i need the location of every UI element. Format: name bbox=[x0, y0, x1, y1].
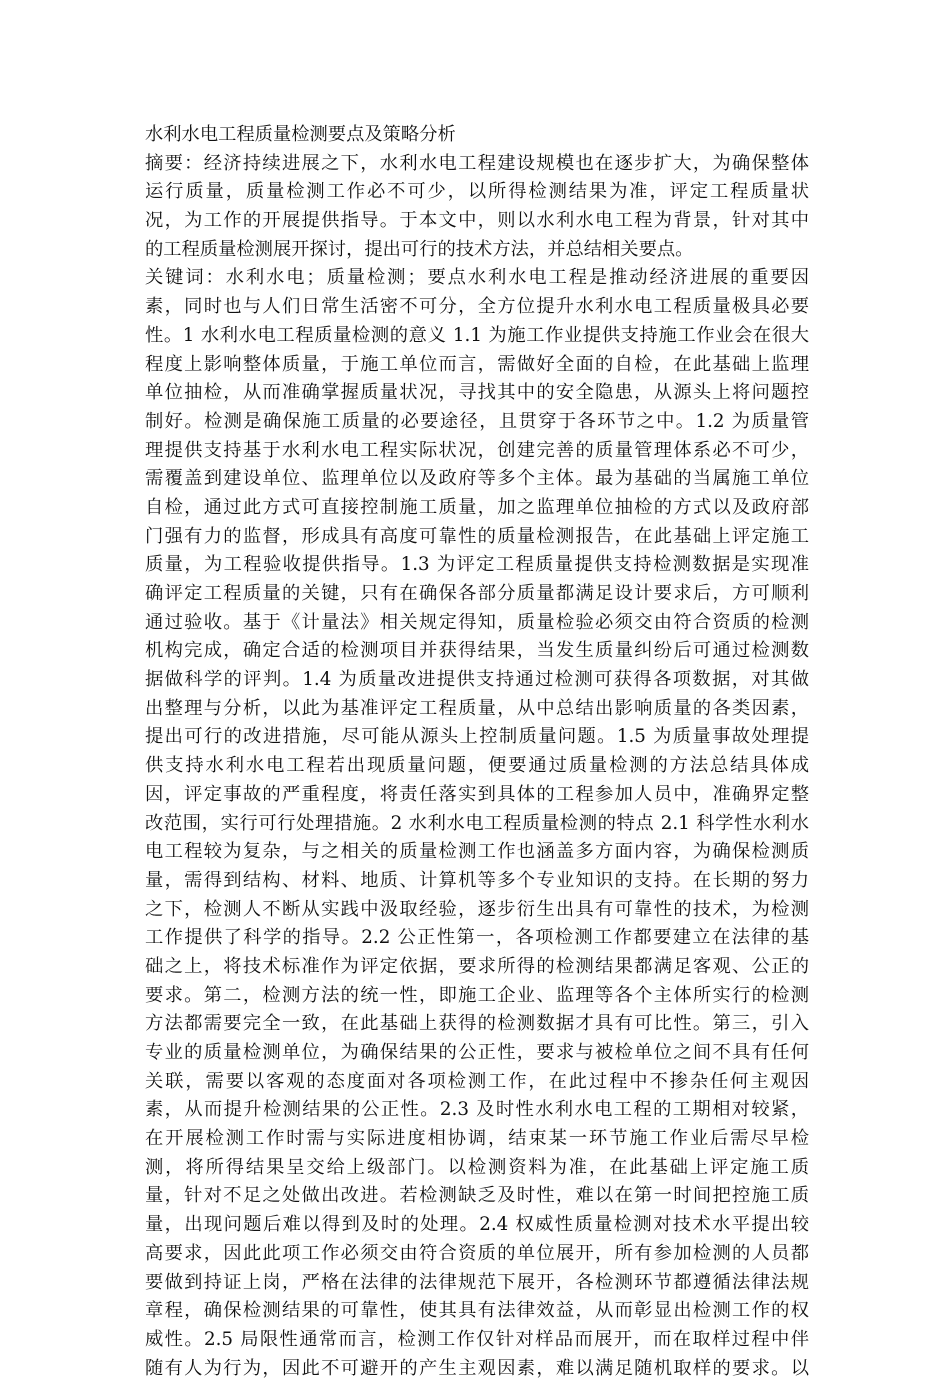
body-line: 通过验收。基于《计量法》相关规定得知，质量检验必须交由符合资质的检测 bbox=[145, 611, 809, 633]
body-line: 改范围，实行可行处理措施。2 水利水电工程质量检测的特点 2.1 科学性水利水 bbox=[145, 812, 809, 834]
document-page bbox=[145, 121, 809, 1383]
abstract-line: 的工程质量检测展开探讨，提出可行的技术方法，并总结相关要点。 bbox=[145, 238, 694, 260]
body-line: 提出可行的改进措施，尽可能从源头上控制质量问题。1.5 为质量事故处理提 bbox=[145, 726, 809, 748]
body-line: 确评定工程质量的关键，只有在确保各部分质量都满足设计要求后，方可顺利 bbox=[145, 583, 809, 604]
body-line: 门强有力的监督，形成具有高度可靠性的质量检测报告，在此基础上评定施工 bbox=[145, 525, 809, 547]
body-line: 章程，确保检测结果的可靠性，使其具有法律效益，从而彰显出检测工作的权 bbox=[145, 1300, 809, 1322]
body-line: 因，评定事故的严重程度，将责任落实到具体的工程参加人员中，准确界定整 bbox=[145, 783, 809, 805]
body-line: 素，同时也与人们日常生活密不可分，全方位提升水利水电工程质量极具必要 bbox=[145, 296, 809, 318]
body-line: 关键词：水利水电；质量检测；要点水利水电工程是推动经济进展的重要因 bbox=[145, 267, 809, 289]
body-line: 量，出现问题后难以得到及时的处理。2.4 权威性质量检测对技术水平提出较 bbox=[145, 1214, 809, 1236]
body-line: 质量，为工程验收提供指导。1.3 为评定工程质量提供支持检测数据是实现准 bbox=[145, 554, 809, 576]
body-line: 出整理与分析，以此为基准评定工程质量，从中总结出影响质量的各类因素， bbox=[145, 697, 809, 719]
body-line: 方法都需要完全一致，在此基础上获得的检测数据才具有可比性。第三，引入 bbox=[145, 1013, 809, 1035]
body-line: 电工程较为复杂，与之相关的质量检测工作也涵盖多方面内容，为确保检测质 bbox=[145, 841, 809, 863]
body-line: 高要求，因此此项工作必须交由符合资质的单位展开，所有参加检测的人员都 bbox=[145, 1242, 809, 1264]
body-line: 量，针对不足之处做出改进。若检测缺乏及时性，难以在第一时间把控施工质 bbox=[145, 1185, 809, 1207]
body-line: 单位抽检，从而准确掌握质量状况，寻找其中的安全隐患，从源头上将问题控 bbox=[145, 382, 809, 404]
body-line: 要做到持证上岗，严格在法律的法律规范下展开，各检测环节都遵循法律法规 bbox=[145, 1271, 809, 1293]
body-line: 工作提供了科学的指导。2.2 公正性第一，各项检测工作都要建立在法律的基 bbox=[145, 927, 809, 949]
abstract-line: 况，为工作的开展提供指导。于本文中，则以水利水电工程为背景，针对其中 bbox=[145, 210, 809, 232]
body-text bbox=[145, 264, 809, 1383]
body-line: 础之上，将技术标准作为评定依据，要求所得的检测结果都满足客观、公正的 bbox=[145, 955, 809, 977]
body-line: 制好。检测是确保施工质量的必要途径，且贯穿于各环节之中。1.2 为质量管 bbox=[145, 410, 809, 432]
body-line: 量，需得到结构、材料、地质、计算机等多个专业知识的支持。在长期的努力 bbox=[145, 869, 809, 891]
body-line: 供支持水利水电工程若出现质量问题，便要通过质量检测的方法总结具体成 bbox=[145, 755, 809, 777]
body-line: 随有人为行为，因此不可避开的产生主观因素，难以满足随机取样的要求。以 bbox=[145, 1357, 809, 1379]
body-line: 素，从而提升检测结果的公正性。2.3 及时性水利水电工程的工期相对较紧， bbox=[145, 1099, 809, 1121]
body-line: 机构完成，确定合适的检测项目并获得结果，当发生质量纠纷后可通过检测数 bbox=[145, 640, 809, 662]
body-line: 据做科学的评判。1.4 为质量改进提供支持通过检测可获得各项数据，对其做 bbox=[145, 669, 809, 691]
body-line: 要求。第二，检测方法的统一性，即施工企业、监理等各个主体所实行的检测 bbox=[145, 984, 809, 1006]
body-line: 威性。2.5 局限性通常而言，检测工作仅针对样品而展开，而在取样过程中伴 bbox=[145, 1328, 809, 1350]
body-line: 程度上影响整体质量，于施工单位而言，需做好全面的自检，在此基础上监理 bbox=[145, 353, 809, 375]
body-line: 理提供支持基于水利水电工程实际状况，创建完善的质量管理体系必不可少， bbox=[145, 439, 809, 461]
body-line: 测，将所得结果呈交给上级部门。以检测资料为准，在此基础上评定施工质 bbox=[145, 1156, 809, 1178]
body-line: 关联，需要以客观的态度面对各项检测工作，在此过程中不掺杂任何主观因 bbox=[145, 1070, 809, 1092]
document-title: 水利水电工程质量检测要点及策略分析 bbox=[145, 124, 456, 145]
body-line: 性。1 水利水电工程质量检测的意义 1.1 为施工作业提供支持施工作业会在很大 bbox=[145, 324, 809, 346]
body-line: 需覆盖到建设单位、监理单位以及政府等多个主体。最为基础的当属施工单位 bbox=[145, 468, 809, 490]
abstract-line: 运行质量，质量检测工作必不可少，以所得检测结果为准，评定工程质量状 bbox=[145, 181, 809, 203]
abstract bbox=[145, 150, 809, 265]
abstract-line: 摘要：经济持续进展之下，水利水电工程建设规模也在逐步扩大，为确保整体 bbox=[145, 152, 809, 174]
body-line: 在开展检测工作时需与实际进度相协调，结束某一环节施工作业后需尽早检 bbox=[145, 1128, 809, 1150]
body-line: 专业的质量检测单位，为确保结果的公正性，要求与被检单位之间不具有任何 bbox=[145, 1042, 809, 1063]
body-line: 自检，通过此方式可直接控制施工质量，加之监理单位抽检的方式以及政府部 bbox=[145, 496, 809, 518]
body-line: 之下，检测人不断从实践中汲取经验，逐步衍生出具有可靠性的技术，为检测 bbox=[145, 898, 809, 920]
